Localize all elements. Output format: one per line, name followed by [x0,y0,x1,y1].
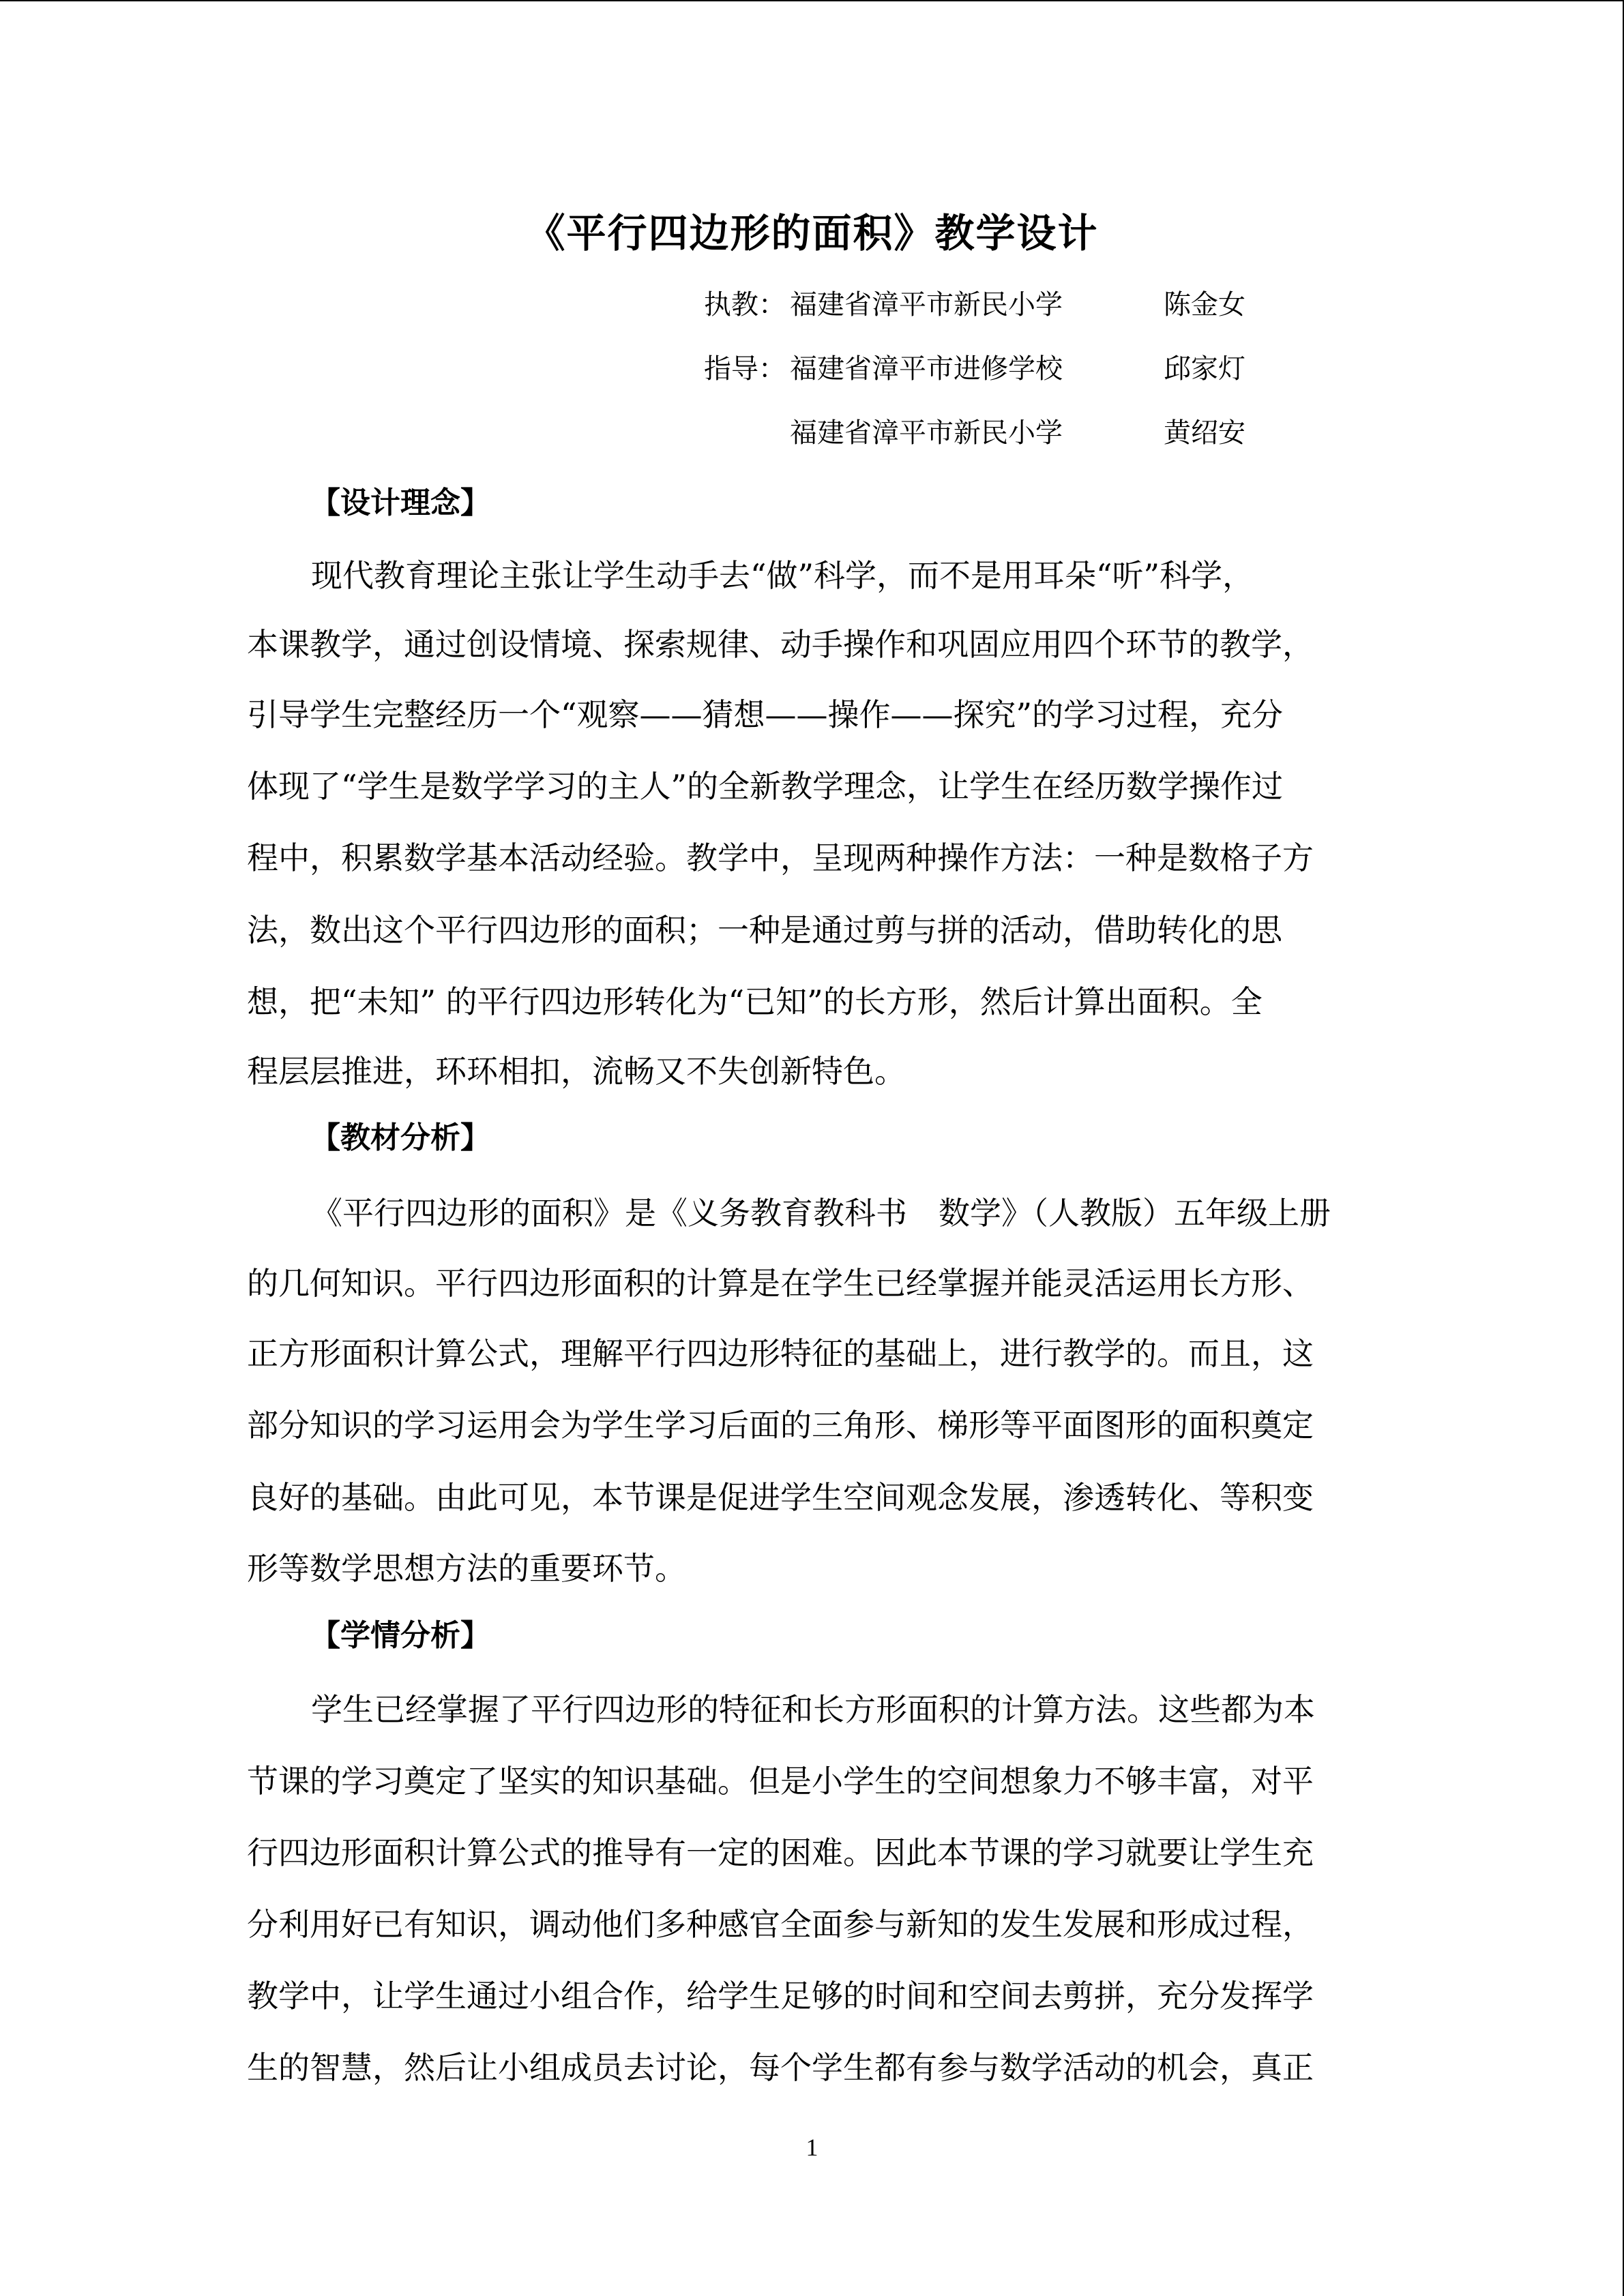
paragraph-line: 程层层推进，环环相扣，流畅又不失创新特色。 [247,1053,906,1090]
paragraph-line: 行四边形面积计算公式的推导有一定的困难。因此本节课的学习就要让学生充 [247,1834,1314,1871]
paragraph-line: 分利用好已有知识，调动他们多种感官全面参与新知的发生发展和形成过程， [247,1906,1314,1943]
credit-school: 福建省漳平市新民小学 [790,289,1063,320]
section-heading-textbook-analysis: 【教材分析】 [310,1120,490,1155]
section-heading-design-concept: 【设计理念】 [310,486,490,520]
paragraph-line: 想，把“未知” 的平行四边形转化为“已知”的长方形，然后计算出面积。全 [247,983,1263,1020]
page-number: 1 [806,2134,818,2161]
paragraph-line: 《平行四边形的面积》是《义务教育教科书 数学》（人教版）五年级上册 [311,1195,1331,1232]
credit-role: 指导： [704,353,786,385]
paragraph-line: 良好的基础。由此可见，本节课是促进学生空间观念发展，渗透转化、等积变 [247,1479,1314,1516]
document-title: 《平行四边形的面积》教学设计 [525,210,1099,256]
paragraph-line: 法，数出这个平行四边形的面积；一种是通过剪与拼的活动，借助转化的思 [247,912,1282,949]
paragraph-line: 节课的学习奠定了坚实的知识基础。但是小学生的空间想象力不够丰富，对平 [247,1763,1314,1800]
paragraph-line: 正方形面积计算公式，理解平行四边形特征的基础上，进行教学的。而且，这 [247,1335,1314,1372]
paragraph-line: 生的智慧，然后让小组成员去讨论，每个学生都有参与数学活动的机会，真正 [247,2049,1314,2086]
paragraph-line: 程中，积累数学基本活动经验。教学中，呈现两种操作方法：一种是数格子方 [247,839,1314,876]
section-heading-learner-analysis: 【学情分析】 [310,1618,490,1653]
credit-name: 黄绍安 [1164,417,1245,449]
credit-school: 福建省漳平市新民小学 [790,417,1063,449]
credit-name: 陈金女 [1164,289,1245,320]
paragraph-line: 教学中，让学生通过小组合作，给学生足够的时间和空间去剪拼，充分发挥学 [247,1978,1314,2014]
paragraph-line: 现代教育理论主张让学生动手去“做”科学，而不是用耳朵“听”科学， [311,557,1254,594]
paragraph-line: 本课教学，通过创设情境、探索规律、动手操作和巩固应用四个环节的教学， [247,626,1314,663]
paragraph-line: 引导学生完整经历一个“观察——猜想——操作——探究”的学习过程，充分 [247,696,1284,733]
credit-role: 执教： [704,289,786,320]
paragraph-line: 部分知识的学习运用会为学生学习后面的三角形、梯形等平面图形的面积奠定 [247,1407,1314,1444]
paragraph-line: 的几何知识。平行四边形面积的计算是在学生已经掌握并能灵活运用长方形、 [247,1265,1314,1302]
paragraph-line: 形等数学思想方法的重要环节。 [247,1550,686,1587]
credit-school: 福建省漳平市进修学校 [790,353,1063,385]
paragraph-line: 学生已经掌握了平行四边形的特征和长方形面积的计算方法。这些都为本 [311,1691,1315,1728]
credit-name: 邱家灯 [1164,353,1245,385]
paragraph-line: 体现了“学生是数学学习的主人”的全新教学理念，让学生在经历数学操作过 [247,768,1284,805]
